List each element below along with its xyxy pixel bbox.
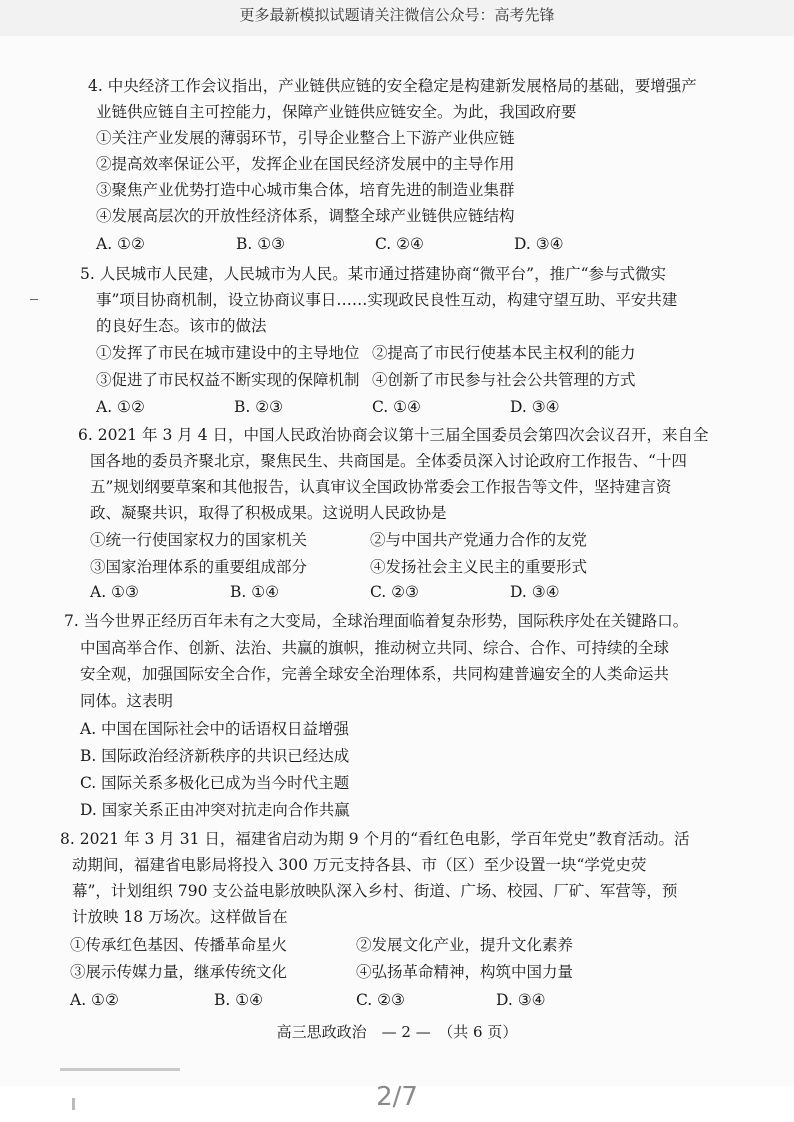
scan-smudge	[60, 1068, 180, 1071]
q8-item: ④弘扬革命精神，构筑中国力量	[356, 963, 574, 981]
page-indicator: 2/7	[376, 1082, 418, 1112]
q4-stem-line: 4. 中央经济工作会议指出，产业链供应链的安全稳定是构建新发展格局的基础，要增强产	[88, 77, 697, 95]
q4-item: ③聚焦产业优势打造中心城市集合体，培育先进的制造业集群	[96, 181, 515, 199]
q5-item: ④创新了市民参与社会公共管理的方式	[372, 371, 636, 389]
q6-stem-line: 国各地的委员齐聚北京，聚焦民生、共商国是。全体委员深入讨论政府工作报告、“十四	[90, 452, 687, 470]
q5-option-c: C. ①④	[372, 398, 421, 416]
q5-stem-line: 的良好生态。该市的做法	[96, 317, 267, 335]
q6-item: ④发扬社会主义民主的重要形式	[370, 558, 588, 576]
q7-stem-line: 安全观，加强国际安全合作，完善全球安全治理体系，共同构建普遍安全的人类命运共	[80, 665, 670, 683]
q8-stem-line: 计放映 18 万场次。这样做旨在	[72, 908, 288, 926]
q5-item: ①发挥了市民在城市建设中的主导地位	[96, 344, 360, 362]
q8-option-d: D. ③④	[496, 991, 546, 1009]
scan-mark	[30, 299, 38, 300]
q7-option-a: A. 中国在国际社会中的话语权日益增强	[80, 720, 350, 738]
q6-stem-line: 6. 2021 年 3 月 4 日，中国人民政治协商会议第十三届全国委员会第四次会议召开，来自全	[78, 426, 709, 444]
q7-option-c: C. 国际关系多极化已成为当今时代主题	[80, 774, 350, 792]
q5-option-a: A. ①②	[96, 398, 145, 416]
q5-option-b: B. ②③	[234, 398, 284, 416]
q5-stem-line: 事”项目协商机制，设立协商议事日……实现政民良性互动，构建守望互助、平安共建	[96, 291, 678, 309]
q7-stem-line: 中国高举合作、创新、法治、共赢的旗帜，推动树立共同、综合、合作、可持续的全球	[80, 639, 670, 657]
q4-option-a: A. ①②	[96, 235, 145, 253]
q5-stem-line: 5. 人民城市人民建，人民城市为人民。某市通过搭建协商“微平台”，推广“参与式微实	[80, 265, 666, 283]
q7-stem-line: 7. 当今世界正经历百年未有之大变局，全球治理面临着复杂形势，国际秩序处在关键路口。	[64, 612, 689, 630]
q6-option-c: C. ②③	[370, 583, 419, 601]
q8-option-b: B. ①④	[214, 991, 264, 1009]
top-banner: 更多最新模拟试题请关注微信公众号：高考先锋	[0, 0, 794, 36]
page-footer: 高三思政政治 — 2 — （共 6 页）	[276, 1023, 518, 1041]
q6-stem-line: 政、凝聚共识，取得了积极成果。这说明人民政协是	[90, 504, 447, 522]
q6-item: ③国家治理体系的重要组成部分	[90, 558, 308, 576]
q6-item: ②与中国共产党通力合作的友党	[370, 531, 588, 549]
q6-item: ①统一行使国家权力的国家机关	[90, 531, 308, 549]
q5-item: ②提高了市民行使基本民主权利的能力	[372, 344, 636, 362]
q6-option-d: D. ③④	[510, 583, 560, 601]
q8-stem-line: 8. 2021 年 3 月 31 日，福建省启动为期 9 个月的“看红色电影，学百年党史”教育活动。活	[60, 830, 690, 848]
q6-option-a: A. ①③	[90, 583, 139, 601]
q4-option-d: D. ③④	[514, 235, 564, 253]
q7-option-b: B. 国际政治经济新秩序的共识已经达成	[80, 747, 350, 765]
q4-option-b: B. ①③	[236, 235, 286, 253]
q4-stem-line: 业链供应链自主可控能力，保障产业链供应链安全。为此，我国政府要	[96, 103, 577, 121]
q4-item: ②提高效率保证公平，发挥企业在国民经济发展中的主导作用	[96, 155, 515, 173]
q8-option-a: A. ①②	[70, 991, 119, 1009]
q8-item: ③展示传媒力量，继承传统文化	[70, 963, 288, 981]
q8-stem-line: 动期间，福建省电影局将投入 300 万元支持各县、市（区）至少设置一块“学党史荧	[72, 856, 647, 874]
q4-option-c: C. ②④	[375, 235, 424, 253]
q4-item: ④发展高层次的开放性经济体系，调整全球产业链供应链结构	[96, 207, 515, 225]
q4-item: ①关注产业发展的薄弱环节，引导企业整合上下游产业供应链	[96, 129, 515, 147]
q8-stem-line: 幕”，计划组织 790 支公益电影放映队深入乡村、街道、广场、校园、厂矿、军营等，预	[72, 882, 678, 900]
q6-option-b: B. ①④	[230, 583, 280, 601]
q8-option-c: C. ②③	[356, 991, 405, 1009]
q5-option-d: D. ③④	[510, 398, 560, 416]
q5-item: ③促进了市民权益不断实现的保障机制	[96, 371, 360, 389]
q8-item: ①传承红色基因、传播革命星火	[70, 936, 288, 954]
q7-option-d: D. 国家关系正由冲突对抗走向合作共赢	[80, 801, 350, 819]
q7-stem-line: 同体。这表明	[80, 692, 174, 710]
q8-item: ②发展文化产业，提升文化素养	[356, 936, 574, 954]
q6-stem-line: 五”规划纲要草案和其他报告，认真审议全国政协常委会工作报告等文件，坚持建言资	[90, 478, 672, 496]
